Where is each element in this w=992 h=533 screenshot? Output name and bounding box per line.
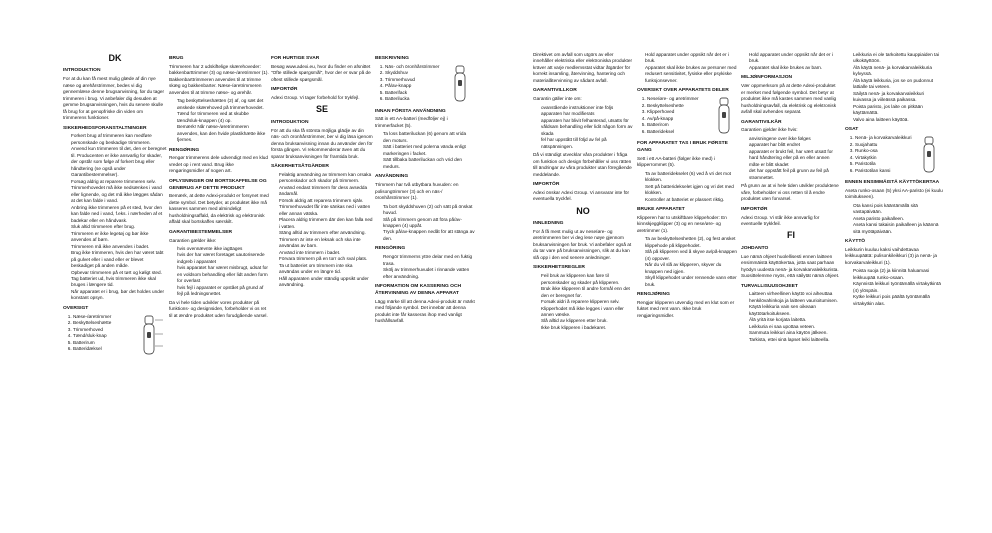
faq-heading: FOR HURTIGE SVAR (271, 56, 320, 61)
list-item: • Brug ikke trimmeren, hvis den har været tabt på gulvet eller i vand eller er blevet beskadiget på anden måde. (71, 250, 167, 269)
list-item: • Ta av beskyttelseshetten (2), og fest ønsket klippehode på klippehodet. (645, 236, 739, 249)
list-item: • Sluk altid trimmeren efter brug. (71, 224, 167, 230)
battery-heading: ENNEN ENSIMMÄISTÄ KÄYTTÖKERTAA (845, 180, 940, 185)
list-item: 5. Batterifack (385, 90, 443, 96)
list-item: • Säilytä nenä- ja korvakarvaleikkuri kuivassa ja viileässä paikassa. (853, 91, 943, 104)
use-heading: BRUKE APPARATET (637, 207, 685, 213)
list-item: • Tryck på/av-knappen nedåt för att stänga av den. (383, 229, 475, 242)
page-left (63, 52, 475, 523)
use-text: Leikkurin kuuluu kaksi vaihdettavaa leikkuupäätä: pulisonkileikkuri (3) ja nenä- ja korvakarvaleikkuri (1). (845, 246, 937, 265)
list-item: 1. Näs- och öronhårstrimmer (385, 64, 443, 70)
list-item: • Placera aldrig trimmern där den kan falla ned i vatten. (279, 217, 373, 230)
list-item: • Trimmerhovedet må ikke nedsænkes i vand eller lignende, og det må ikke lægges sådan at det kan falde i vand. (71, 185, 167, 204)
use-heading: BRUG (169, 56, 184, 61)
list-item: • apparaten har modifierats (541, 111, 633, 117)
overview-heading: OVERSIGT (63, 305, 89, 311)
cleaning-text: Rengjør klipperen utvendig med en klut som er fuktet med rent vann. Ikke bruk rengjøringsmidler. (637, 299, 735, 318)
disposal-heading: OPLYSNINGER OM BORTSKAFFELSE OG GENBRUG AF DETTE PRODUKT (169, 178, 267, 191)
list-item: 5. Paristotila (855, 161, 913, 167)
list-item: • Apparatet skal ikke brukes av personer med redusert sensitivitet, fysiske eller psykiske funksjonsevner. (645, 65, 739, 84)
intro-heading: JOHDANTO (741, 245, 769, 251)
warranty-end-text: Da vi hele tiden udvikler vores produkter på funktions- og designsiden, forbeholder vi os ret til at ændre produktet uden forudgående varsel. (169, 299, 268, 318)
disposal-heading: MILJØINFORMASJON (741, 75, 793, 81)
list-item: • apparatet har blitt endret (749, 142, 841, 148)
warranty-list (533, 105, 633, 150)
list-item: • Opbevar trimmeren på et tørt og køligt sted. (71, 270, 167, 276)
intro-text: For at du kan få mest mulig glæde af din nye næse og ørehårstrimmer, bedes vi dig gennemlæse denne brugsanvisning, før du tager trimmeren i brug. Vi anbefaler dig desuden at gemme brugsanvisningen, hvis du senere skulle få brug for at genopfriske din viden om trimmerens funktioner. (63, 76, 165, 121)
safety-list (741, 291, 841, 343)
list-item: • Aseta kansi takaisin paikalleen ja käännä sitä myötäpäivään. (853, 222, 943, 235)
use-list (169, 98, 269, 143)
overview-block (637, 96, 739, 137)
intro-text: För att du ska få största möjliga glädje av din näs- och öronhårstrimmer, ber vi dig läsa igenom denna bruksanvisning innan du använder den för första gången. Vi rekommenderar även att du sparar bruksanvisningen för framtida bruk. (271, 127, 373, 159)
list-item: • hvis ovennævnte ikke iagttages (177, 246, 269, 252)
list-item: • Sätt i batteriet med polerna vända enligt markeringen i facket. (383, 144, 475, 157)
overview-heading: OSAT (845, 127, 859, 133)
list-item: • Sammuta leikkuri aina käytön jälkeen. (749, 330, 841, 336)
battery-heading: FOR APPARATET TAS I BRUK FØRSTE GANG (637, 141, 728, 153)
use-list (637, 236, 739, 288)
list-item: • hvis apparatet har været misbrugt, udsat for en voldsom behandling eller lidt anden form for overlast (177, 265, 269, 284)
language-heading-se: SE (315, 104, 328, 115)
list-item: 2. Skyddshuv (385, 70, 443, 76)
list-item: 6. Batteridæksel (73, 346, 131, 352)
list-item: • apparatet er brukt feil, har vært utsatt for hard håndtering eller på en eller annen måte er blitt skadet (749, 149, 841, 168)
list-item: • Anbring ikke trimmeren på et sted, hvor den kan falde ned i vand, f.eks. i nærheden af et badekar eller en håndvask. (71, 205, 167, 224)
list-item: • Håll apparaten under ständig uppsikt under användning. (279, 276, 373, 289)
battery-list (637, 171, 739, 203)
overview-block (63, 314, 167, 358)
list-item: • hvis fejl i apparatet er opstået på grund af fejl på ledningsnettet. (177, 285, 269, 298)
warranty-heading: GARANTIVILLKOR (533, 88, 577, 94)
safety-list (63, 133, 167, 302)
list-item: • Förvara trimmern på en torr och sval plats. (279, 256, 373, 262)
warranty-text: Garantien gælder ikke: (169, 237, 217, 243)
list-item: 4. På/av-knapp (385, 83, 443, 89)
overview-heading: BESKRIVNING (375, 56, 409, 61)
safety-heading: TURVALLISUUSOHJEET (741, 283, 798, 289)
list-item: • Apparatet skal ikke brukes av barn. (749, 65, 841, 71)
list-item: 3. Klipperhoved (647, 109, 707, 115)
list-item: • Tag batteriet ud, hvis trimmeren ikke skal bruges i længere tid. (71, 276, 167, 289)
warranty-list (169, 246, 269, 298)
list-item: 6. Batterideksel (647, 129, 707, 135)
list-item: • Ta ut batteriet om trimmern inte ska användas under en längre tid. (279, 263, 373, 276)
list-item: • fel har uppstått till följd av fel på nätspänningen. (541, 137, 633, 150)
cleaning-text: Rengør trimmerens dele udvendigt med en klud vredet op i rent vand. Brug ikke rengøringsmidler af nogen art. (169, 155, 269, 174)
list-item: • Trimmeren må ikke anvendes i badet. (71, 244, 167, 250)
list-item: • Ta av batteridekselet (6) ved å vri det mot klokken. (645, 171, 739, 184)
battery-list (845, 203, 943, 235)
list-item: 4. Tænd/sluk-knap (73, 333, 131, 339)
overview-list (637, 96, 707, 135)
list-item: 3. Trimmerhoved (73, 327, 131, 333)
importer-text: Adexi önskar Adexi Group. Vi ansvarar inte för eventuella tryckfel. (533, 189, 630, 202)
safety-list-continued (845, 52, 943, 123)
list-item: 2. Beskyttelseshætte (73, 320, 131, 326)
language-heading-no: NO (576, 205, 590, 216)
overview-heading: OVERSIKT OVER APPARATETS DELER (637, 88, 729, 94)
list-item: • Ta bort skyddshuven (2) och sätt på önskat huvud. (383, 204, 475, 217)
column-se-no (533, 52, 633, 523)
overview-block (845, 135, 943, 176)
cleaning-heading: RENGJØRING (637, 292, 670, 298)
list-item: • Skyll klippehodet under rennende vann etter bruk. (645, 275, 739, 288)
use-text: Trimmern har två utbytbara huvuden: en polisongtrimmer (3) och en näs-/öronhårstrimmer (1). (375, 182, 459, 201)
list-item: • Kontroller at batteriet er plassert riktig. (645, 197, 739, 203)
list-item: • Rengör trimmerns yttre delar med en fuktig trasa. (383, 254, 475, 267)
importer-text: Adexi Group. Vi tager forbehold for trykfejl. (271, 94, 360, 100)
list-item: 3. Runko-osa (855, 148, 913, 154)
list-item: • Felaktig användning av trimmern kan orsaka personskador och skador på trimmern. (279, 172, 373, 185)
importer-heading: IMPORTÖR (533, 182, 560, 187)
list-item: • Aseta paristo paikalleen. (853, 216, 943, 222)
list-item: • Slå alltid av klipperen etter bruk. (541, 318, 633, 324)
list-item: 6. Paristotilan kansi (855, 168, 913, 174)
warranty-end-text: Då vi ständigt utvecklar våra produkter i fråga om funktion och design förbehåller vi oss rätten till ändringar av våra produkter utan föregående meddelande. (533, 152, 632, 177)
use-text: Trimmeren har 2 udskiftelige skærehoveder: bakkenbarttrimmer (3) og næse-/øretrimmer (1). Bakkenbarttrimmeren anvendes til at trimme skæg og bakkenbarter. Næse-/øretrimmeren anvendes til at trimme næse- og ørehår. (169, 63, 269, 95)
list-item: • det har oppstått feil på grunn av feil på strømnettet. (749, 168, 841, 181)
list-item: • Når apparatet er i brug, bør det holdes under konstant opsyn. (71, 289, 167, 302)
list-item: • Tarkista, ettei sinä lapset leiki laitteella. (749, 337, 841, 343)
column-no-fi (741, 52, 841, 523)
column-se (375, 52, 475, 523)
warranty-text: Garantin gäller inte om: (533, 96, 582, 102)
warranty-heading: GARANTIVILKÅR (741, 119, 782, 125)
list-item: • Använd inte trimmern i badet. (279, 250, 373, 256)
list-item: • Ta loss batteriluckan (6) genom att vrida den moturs. (383, 131, 475, 144)
list-item: • Älä käytä nenä- ja korvakarvaleikkuria kylvyssä. (853, 65, 943, 78)
safety-heading: SÄKERHETSÅTGÄRDER (271, 164, 329, 170)
trimmer-illustration (709, 96, 739, 136)
list-item: 3. Trimmerhuvud (385, 77, 443, 83)
list-item: • Forsøg aldrig at reparere trimmeren selv. (71, 179, 167, 185)
trimmer-illustration (915, 135, 943, 175)
battery-text: Sett i ett AA-batteri (følger ikke med) i klipperrommet (5). (637, 155, 715, 168)
cleaning-list (375, 254, 475, 280)
column-no (637, 52, 739, 523)
safety-list (533, 273, 633, 331)
use-text: Klipperen har to utskiftbare klippehoder: En kinnskjeggklipper (3) og en nese/øre- og øretrimmer (1). (637, 214, 727, 233)
column-dk-2 (169, 52, 269, 523)
overview-list (375, 64, 443, 103)
list-item: • Ikke bruk klipperen i badekaret. (541, 325, 633, 331)
intro-heading: INTRODUKTION (63, 68, 101, 74)
list-item: • Ota kansi pois kääntämällä sitä vastapäivään. (853, 203, 943, 216)
disposal-text: Bemærk, at dette Adexi-produkt er forsynet med dette symbol. Det betyder, at produktet ikke må kasseres sammen med almindeligt husholdningsaffald, da elektrisk og elektronisk affald skal bortskaffes særskilt. (169, 193, 269, 225)
list-item: 2. Beskyttelseshette (647, 103, 707, 109)
list-item: 5. Batterirum (73, 340, 131, 346)
list-item: • Hold apparatet under oppsikt når det er i bruk. (645, 52, 739, 65)
list-item: • Slå på trimmern genom att föra på/av-knappen (4) uppåt. (383, 217, 475, 230)
column-dk (63, 52, 167, 523)
list-item: • Sätt tillbaka batteriluckan och vrid den medurs. (383, 157, 475, 170)
list-item: 5. Batterirom (647, 122, 707, 128)
overview-list (845, 135, 913, 174)
disposal-text: Vær oppmerksom på at dette Adexi-produktet er merket med følgende symbol. Det betyr at produktet ikke må kastes sammen med vanlig husholdningsavfall, da elektrisk og elektronisk avfall skal avhendes separat. (741, 83, 837, 115)
safety-list-continued (637, 52, 739, 84)
list-item: • Poista paristo, jos laite on pitkään käyttämättä. (853, 104, 943, 117)
list-item: • Leikkuria ei saa upottaa veteen. (749, 324, 841, 330)
battery-text: Sätt in ett AA-batteri (medföljer ej) i trimmerfacket (5). (375, 116, 448, 128)
list-item: • Valvo aina laitteen käyttöä. (853, 117, 943, 123)
list-item: • Laitteen virheellinen käyttö voi aiheuttaa henkilövahinkoja ja laitteen vaurioitumisen. (749, 291, 841, 304)
warranty-list (741, 136, 841, 181)
warranty-heading: GARANTIBESTEMMELSER (169, 229, 233, 235)
warranty-end-text: På grunn av at vi hele tiden utvikler produktene våre, forbeholder vi oss retten til å endre produktet uten forvarsel. (741, 183, 839, 202)
intro-text: For å få mest mulig ut av nese/øre- og øretrimmeren ber vi deg lese nøye gjennom bruksanvisningen før bruk. Vi anbefaler også at du tar vare på bruksanvisningen, slik at du kan slå opp i den ved senere anledninger. (533, 228, 632, 260)
list-item: • Feil bruk av klipperen kan føre til personskader og skader på klipperen. (541, 273, 633, 286)
list-item: • Käynnistä leikkuri työntämällä virtakytkintä (4) ylöspäin. (853, 281, 943, 294)
list-item: • Leikkuria ei ole tarkoitettu kauppiaiden tai ulkokäyttöön. (853, 52, 943, 65)
list-item: 4. Virtakytkin (855, 155, 913, 161)
list-item: • Stäng alltid av trimmern efter användning. (279, 230, 373, 236)
list-item: • Tag beskyttelseshætten (2) af, og sæt det ønskede skærehoved på trimmerhovedet. (177, 98, 269, 111)
list-item: • Käytä leikkuria vain sen oikeaan käyttötarkoitukseen. (749, 304, 841, 317)
list-item: 1. Nese/øre- og øretrimmer (647, 96, 707, 102)
list-item: • Poista suoja (2) ja kiinnitä haluamasi leikkuupää runko-osaan. (853, 268, 943, 281)
list-item: 1. Nenä- ja korvakarvaleikkuri (855, 135, 913, 141)
list-item: • Klipperhodet må ikke legges i vann eller annen væske. (541, 306, 633, 319)
list-item: • Trimmern är inte en leksak och ska inte användas av barn. (279, 237, 373, 250)
warranty-text: Garantien gjelder ikke hvis: (741, 127, 798, 133)
list-item: • Kytke leikkuri pois päältä työntämällä virtakytkin alas. (853, 294, 943, 307)
list-item: • Sett på batteridekselet igjen og vri det med klokken. (645, 184, 739, 197)
use-heading: ANVÄNDNING (375, 174, 409, 180)
list-item: 1. Næse-/øretrimmer (73, 314, 131, 320)
list-item: • Bemærk! Når næse-/øretrimmeren anvendes, kan den hvide plastikhætte ikke fjernes. (177, 124, 269, 143)
list-item: • apparaten har blivit felhanterad, utsatts för våldsam behandling eller lidit någon form av skada (541, 118, 633, 137)
list-item: • Forkert brug af trimmeren kan medføre personskade og beskadige trimmeren. (71, 133, 167, 146)
intro-heading: INTRODUKTION (271, 119, 309, 125)
importer-heading: IMPORTØR (271, 87, 298, 93)
list-item: • Hold apparatet under oppsikt når det er i bruk. (749, 52, 841, 65)
page-right (533, 52, 943, 523)
trimmer-illustration (133, 314, 167, 358)
disposal-text: Lägg märke till att denna Adexi-produkt är märkt med följande symbol. Det innebär att denna produkt inte får kasseras ihop med vanligt hushållsavfall. (375, 298, 475, 324)
language-heading-dk: DK (108, 53, 122, 63)
list-item: 4. Av/på-knapp (647, 116, 707, 122)
safety-heading: SIKKERHETSREGLER (533, 265, 585, 271)
column-dk-se (271, 52, 373, 523)
list-item: • ovanstående instruktioner inte följs (541, 105, 633, 111)
list-item: • hvis der har været foretaget uautoriserede indgreb i apparatet (177, 252, 269, 265)
list-continued (741, 52, 841, 71)
trimmer-illustration (445, 64, 475, 104)
faq-text: Besøg www.adexi.eu, hvor du finder en afsnittet "Ofte stillede spørgsmål", hvor der er svar på de oftest stillede spørgsmål. (271, 63, 371, 82)
importer-text: Adexi Group. Vi står ikke ansvarlig for eventuelle trykkfeil. (741, 214, 820, 226)
list-item: • Älä käytä leikkuria, jos se on pudonnut lattialle tai veteen. (853, 78, 943, 91)
list-item: • Tænd for trimmeren ved at skubbe tænd/sluk-knappen (4) op. (177, 111, 269, 124)
disposal-heading: INFORMATION OM KASSERING OCH ÅTERVINNING AV DENNA APPARAT (375, 284, 462, 296)
column-fi (845, 52, 943, 523)
safety-list (271, 172, 373, 289)
battery-text: Aseta runko-osaan (5) yksi AA-paristo (ei kuulu toimitukseen). (845, 187, 943, 200)
overview-block (375, 64, 475, 105)
intro-text: Lue nämä ohjeet huolellisesti ennen laitteen ensimmäistä käyttökertaa, jotta saat parhaan hyödyn uudesta nenä- ja korvakarvaleikkurista. Suosittelemme myös, että säilytät nämä ohjeet. (741, 253, 840, 279)
battery-list (375, 131, 475, 170)
list-item: • Anvend kun trimmeren til det, den er beregnet til. Producenten er ikke ansvarlig for skader, der opstår som følge af forkert brug eller håndtering (se også under Garantibestemmelser). (71, 146, 167, 178)
list-item: 2. Suojahattu (855, 142, 913, 148)
list-item: • Når du vil slå av klipperen, skyver du knappen ned igjen. (645, 262, 739, 275)
cleaning-heading: RENGÖRING (375, 246, 406, 252)
cleaning-heading: RENGØRING (169, 147, 200, 153)
list-item: • anvisningene over ikke følges (749, 136, 841, 142)
list-item: • Slå på klipperen ved å skyve av/på-knappen (4) oppover. (645, 249, 739, 262)
list-item: • Trimmeren er ikke legetøj og bør ikke anvendes af børn. (71, 231, 167, 244)
overview-list (63, 314, 131, 356)
safety-heading: SIKKERHEDSFORANSTALTNINGER (63, 125, 147, 131)
use-list (845, 268, 943, 307)
disposal-text: Direktivet om avfall som utgörs av eller innehåller elektriska eller elektroniska produkter kräver att varje medlemsstat vidtar åtgärder för korrekt insamling, återvinning, hantering och materialåtervinning av sådant avfall. (533, 52, 633, 83)
list-item: • Bruk ikke klipperen til andre formål enn det den er beregnet for. (541, 286, 633, 299)
list-item: • Älä yritä itse korjata laitetta. (749, 317, 841, 323)
importer-heading: IMPORTØR (741, 206, 768, 212)
list-item: • Skölj av trimmerhuvudet i rinnande vatten efter användning. (383, 267, 475, 280)
list-item: • Trimmerhuvudet får inte sänkas ned i vatten eller annan vätska. (279, 204, 373, 217)
intro-heading: INNLEDNING (533, 221, 564, 227)
language-heading-fi: FI (787, 230, 795, 241)
list-item: 6. Batterilucka (385, 96, 443, 102)
list-item: • Använd endast trimmern för dess avsedda ändamål. (279, 185, 373, 198)
use-heading: KÄYTTÖ (845, 239, 866, 245)
list-item: • Forsøk aldri å reparere klipperen selv. (541, 299, 633, 305)
use-list (375, 204, 475, 243)
list-item: • Försök aldrig att reparera trimmern själv. (279, 198, 373, 204)
battery-heading: INNAN FÖRSTA ANVÄNDNING (375, 108, 446, 114)
